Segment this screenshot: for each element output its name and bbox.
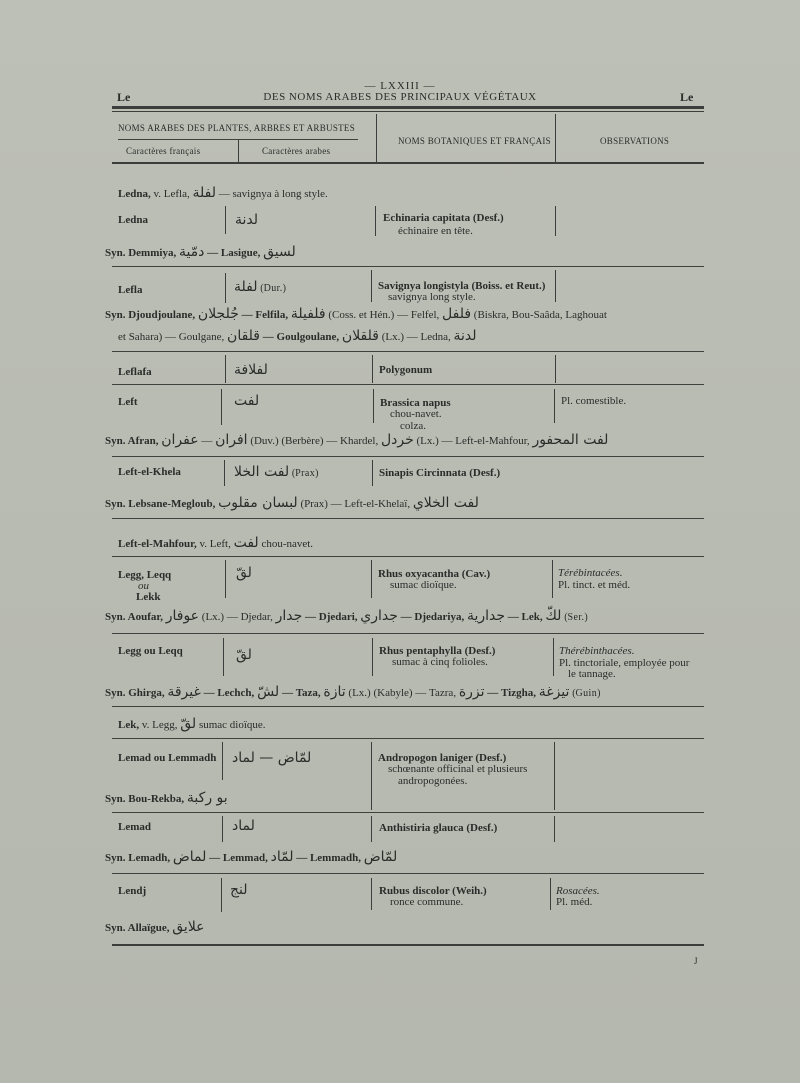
entry-legg2-arabic: لقّ (236, 647, 252, 663)
syn-arabic: لفت الخلاي (412, 495, 479, 511)
columns-rule (112, 162, 704, 164)
entry-left-name: Left (118, 396, 138, 408)
syn-arabic: لمّاد (270, 849, 294, 865)
entry-ledna-botanical (383, 212, 504, 224)
syn-text: — Taza, (281, 687, 321, 699)
col-divider (555, 270, 556, 302)
entry-left-khela-syn (105, 495, 479, 511)
entry-left-khela-name: Left-el-Khela (118, 466, 181, 478)
arabic-text: لفلة (234, 279, 258, 295)
col-divider (372, 460, 373, 486)
page-number: — LXXIII — (364, 80, 436, 92)
syn-text: — Lasigue, (207, 247, 261, 259)
entry-lemad2-syn (105, 849, 397, 865)
syn-arabic: لسيق (263, 244, 296, 260)
entry-lendj-obs1: Rosacées. (556, 885, 600, 897)
syn-arabic: قلقان (227, 328, 261, 344)
col-arabic-header: Caractères arabes (262, 146, 331, 156)
syn-arabic: تيزغة (538, 684, 570, 700)
entry-lemad-french1: schœnante officinal et plusieurs (388, 763, 528, 775)
entry-rule (112, 873, 704, 874)
syn-label: Syn. Lemadh, (105, 852, 171, 864)
col-divider (225, 355, 226, 383)
col-divider (372, 355, 373, 383)
arabic-text: لفت الخلا (234, 464, 290, 480)
entry-legg2-obs2: Pl. tinctoriale, employée pour (559, 657, 690, 669)
botanical-name: Echinaria capitata (Desf.) (383, 212, 504, 224)
col-divider (225, 560, 226, 598)
footer-rule (112, 944, 704, 946)
entry-legg-obs1: Térébintacées. (558, 567, 623, 579)
syn-arabic: جدارية (466, 608, 506, 624)
syn-text: (Lx.) — Ledna, (381, 331, 451, 343)
entry-rule (112, 518, 704, 519)
syn-text: — Lek, (507, 611, 543, 623)
syn-arabic: افران (215, 432, 248, 448)
col-divider (554, 816, 555, 842)
entry-legg2-obs3: le tannage. (568, 668, 616, 680)
syn-label: Syn. Bou-Rekba, (105, 793, 185, 805)
entry-text: — savignya à long style. (218, 188, 328, 200)
syn-text: (Ser.) (564, 612, 588, 623)
syn-text: — Djedariya, (400, 611, 465, 623)
entry-legg-name1: Legg, Leqq (118, 569, 172, 581)
entry-ledna-name: Ledna (118, 214, 148, 226)
left-guide-word: Le (117, 90, 131, 104)
entry-left-botanical: Brassica napus (380, 397, 451, 409)
entry-lendj-name: Lendj (118, 885, 147, 897)
col-botanical-header: NOMS BOTANIQUES ET FRANÇAIS (398, 136, 551, 146)
entry-legg2-obs1: Thérébinthacées. (559, 645, 635, 657)
entry-left-mahfour-ref (118, 535, 313, 551)
syn-text: — Felfila, (241, 309, 289, 321)
col-divider (371, 878, 372, 910)
entry-rule (112, 556, 704, 557)
header-rule (112, 106, 704, 109)
syn-text: (Duv.) (Berbère) — Khardel, (250, 435, 379, 447)
col-group-header: NOMS ARABES DES PLANTES, ARBRES ET ARBUSTES (118, 123, 356, 133)
syn-text: (Lx.) (Kabyle) — Tazra, (348, 687, 457, 699)
syn-arabic: لدنة (453, 328, 477, 344)
col-french-header: Caractères français (126, 146, 201, 156)
entry-name: Ledna, (118, 188, 151, 200)
syn-text: — Tizgha, (487, 687, 536, 699)
entry-lendj-syn (105, 919, 205, 935)
entry-leflafa-arabic: لفلافة (234, 362, 268, 378)
syn-arabic: جُلجلان (197, 306, 239, 322)
entry-legg-botanical: Rhus oxyacantha (Cav.) (378, 568, 491, 580)
syn-text: — Djedari, (305, 611, 358, 623)
syn-arabic: بو ركبة (186, 790, 228, 806)
entry-lek-ref (118, 716, 266, 732)
source: (Dur.) (260, 283, 287, 294)
entry-legg-obs2: Pl. tinct. et méd. (558, 579, 631, 591)
entry-left-arabic: لفت (234, 393, 260, 409)
col-divider (372, 638, 373, 676)
syn-label: Syn. Aoufar, (105, 611, 163, 623)
col-divider (554, 389, 555, 423)
entry-lemad-french2: andropogonées. (398, 775, 468, 787)
col-divider (238, 140, 239, 162)
syn-arabic: دمّية (178, 244, 205, 260)
botanical-name: Savignya longistyla (Boiss. et Reut.) (378, 280, 546, 292)
entry-ledna-french: échinaire en tête. (398, 225, 473, 237)
entry-rule (112, 706, 704, 707)
entry-rule (112, 738, 704, 739)
syn-arabic: لشّ (257, 684, 280, 700)
syn-text: (Guin) (572, 688, 601, 699)
entry-lemad-syn (105, 790, 228, 806)
col-divider (223, 638, 224, 676)
entry-left-observation: Pl. comestible. (561, 395, 627, 407)
syn-arabic: عوفار (165, 608, 200, 624)
col-divider (375, 206, 376, 236)
entry-legg2-botanical: Rhus pentaphylla (Desf.) (379, 645, 496, 657)
entry-lemad2-arabic: لماد (232, 818, 255, 834)
syn-label: Syn. Allaïgue, (105, 922, 170, 934)
entry-ledna-syn (105, 244, 296, 260)
col-divider (554, 742, 555, 810)
right-guide-word: Le (680, 90, 694, 104)
entry-lemad2-botanical: Anthistiria glauca (Desf.) (379, 822, 498, 834)
syn-arabic: علايق (172, 919, 205, 935)
entry-lemad-name: Lemad ou Lemmadh (118, 752, 217, 764)
entry-lendj-french: ronce commune. (390, 896, 464, 908)
syn-label: Syn. Demmiya, (105, 247, 177, 259)
syn-text: (Lx.) — Left-el-Mahfour, (416, 435, 530, 447)
syn-text: — Goulgoulane, (262, 331, 340, 343)
syn-label: Syn. Djoudjoulane, (105, 309, 196, 321)
page-title: DES NOMS ARABES DES PRINCIPAUX VÉGÉTAUX (263, 91, 537, 103)
syn-label: Syn. Afran, (105, 435, 159, 447)
entry-rule (112, 633, 704, 634)
entry-text: v. Legg, (141, 719, 178, 731)
col-divider (376, 114, 377, 164)
syn-arabic: قلقلان (341, 328, 379, 344)
syn-arabic: لبسان مقلوب (218, 495, 298, 511)
entry-left-french2: colza. (400, 420, 426, 432)
entry-rule (112, 351, 704, 352)
entry-legg-arabic: لقّ (236, 565, 252, 581)
col-divider (553, 638, 554, 676)
syn-label: Syn. Lebsane-Megloub, (105, 498, 216, 510)
col-divider (371, 742, 372, 810)
syn-arabic: لكّ (545, 608, 562, 624)
syn-arabic: فلفيلة (290, 306, 326, 322)
entry-lemad-arabic: لمّاض — لماد (232, 750, 312, 766)
entry-legg2-syn (105, 684, 600, 700)
syn-arabic: تازة (323, 684, 346, 700)
entry-left-khela-botanical: Sinapis Circinnata (Desf.) (379, 467, 501, 479)
syn-label: Syn. Ghirga, (105, 687, 165, 699)
col-divider (221, 389, 222, 425)
col-divider (225, 206, 226, 234)
entry-name: Left-el-Mahfour, (118, 538, 197, 550)
col-divider (373, 389, 374, 423)
entry-lefla-syn2 (118, 328, 477, 344)
syn-arabic: جدار (275, 608, 303, 624)
entry-text: chou-navet. (261, 538, 314, 550)
syn-text: — (201, 435, 213, 447)
entry-legg-french: sumac dioïque. (390, 579, 457, 591)
entry-lefla-french: savignya long style. (388, 291, 476, 303)
syn-text: (Prax) — Left-el-Khelaï, (300, 498, 411, 510)
entry-rule (112, 384, 704, 385)
col-divider (221, 878, 222, 912)
entry-legg-name2: Lekk (136, 591, 161, 603)
entry-legg2-french: sumac à cinq folioles. (392, 656, 488, 668)
col-divider (555, 206, 556, 236)
entry-lendj-arabic: لنج (230, 882, 248, 898)
syn-text: — Lemmad, (209, 852, 268, 864)
col-divider (222, 742, 223, 780)
entry-legg-syn (105, 608, 588, 624)
col-divider (224, 460, 225, 486)
syn-arabic: جداري (360, 608, 398, 624)
entry-rule (112, 456, 704, 457)
source: (Prax) (291, 468, 319, 479)
entry-left-syn (105, 432, 608, 448)
syn-arabic: لماض (172, 849, 207, 865)
entry-lefla-arabic (234, 279, 286, 295)
syn-text: (Lx.) — Djedar, (201, 611, 273, 623)
entry-left-french1: chou-navet. (390, 408, 442, 420)
entry-name: Lek, (118, 719, 140, 731)
syn-arabic: لمّاض (363, 849, 398, 865)
entry-arabic: لفت (233, 535, 259, 551)
syn-arabic: فلفل (442, 306, 472, 322)
col-divider (371, 560, 372, 598)
col-divider (555, 355, 556, 383)
entry-rule (112, 266, 704, 267)
entry-ledna-arabic: لدنة (235, 212, 259, 228)
syn-arabic: غيرقة (167, 684, 201, 700)
entry-legg-ou: ou (138, 580, 149, 592)
col-divider (371, 816, 372, 842)
entry-arabic: لفلة (192, 185, 216, 201)
syn-arabic: لفت المحفور (532, 432, 609, 448)
entry-ledna-ref (118, 185, 328, 201)
entry-leflafa-name: Leflafa (118, 366, 152, 378)
col-divider (555, 114, 556, 164)
syn-text: et Sahara) — Goulgane, (118, 331, 225, 343)
entry-leflafa-botanical: Polygonum (379, 364, 433, 376)
entry-lemad-botanical: Andropogon laniger (Desf.) (378, 752, 507, 764)
col-divider (552, 560, 553, 598)
syn-text: — Lechch, (203, 687, 255, 699)
entry-text: v. Left, (199, 538, 231, 550)
syn-arabic: خردل (380, 432, 414, 448)
entry-arabic: لقّ (180, 716, 197, 732)
syn-arabic: تزرة (458, 684, 485, 700)
entry-legg2-name: Legg ou Leqq (118, 645, 183, 657)
entry-text: v. Lefla, (153, 188, 190, 200)
entry-text: sumac dioïque. (198, 719, 266, 731)
syn-text: — Lemmadh, (296, 852, 361, 864)
syn-arabic: عفران (161, 432, 199, 448)
entry-rule (112, 812, 704, 813)
col-divider (371, 270, 372, 302)
entry-left-khela-arabic (234, 464, 318, 480)
col-observations-header: OBSERVATIONS (600, 136, 670, 146)
col-divider (550, 878, 551, 910)
entry-lendj-obs2: Pl. méd. (556, 896, 593, 908)
entry-lendj-botanical: Rubus discolor (Weih.) (379, 885, 487, 897)
entry-lemad2-name: Lemad (118, 821, 151, 833)
syn-text: (Coss. et Hén.) — Felfel, (328, 309, 440, 321)
entry-lefla-name: Lefla (118, 284, 143, 296)
header-rule-thin (112, 111, 704, 112)
entry-lefla-syn1 (105, 306, 607, 322)
col-divider (222, 816, 223, 842)
signature-mark: J (694, 956, 698, 966)
syn-text: (Biskra, Bou-Saâda, Laghouat (473, 309, 607, 321)
col-divider (225, 273, 226, 303)
